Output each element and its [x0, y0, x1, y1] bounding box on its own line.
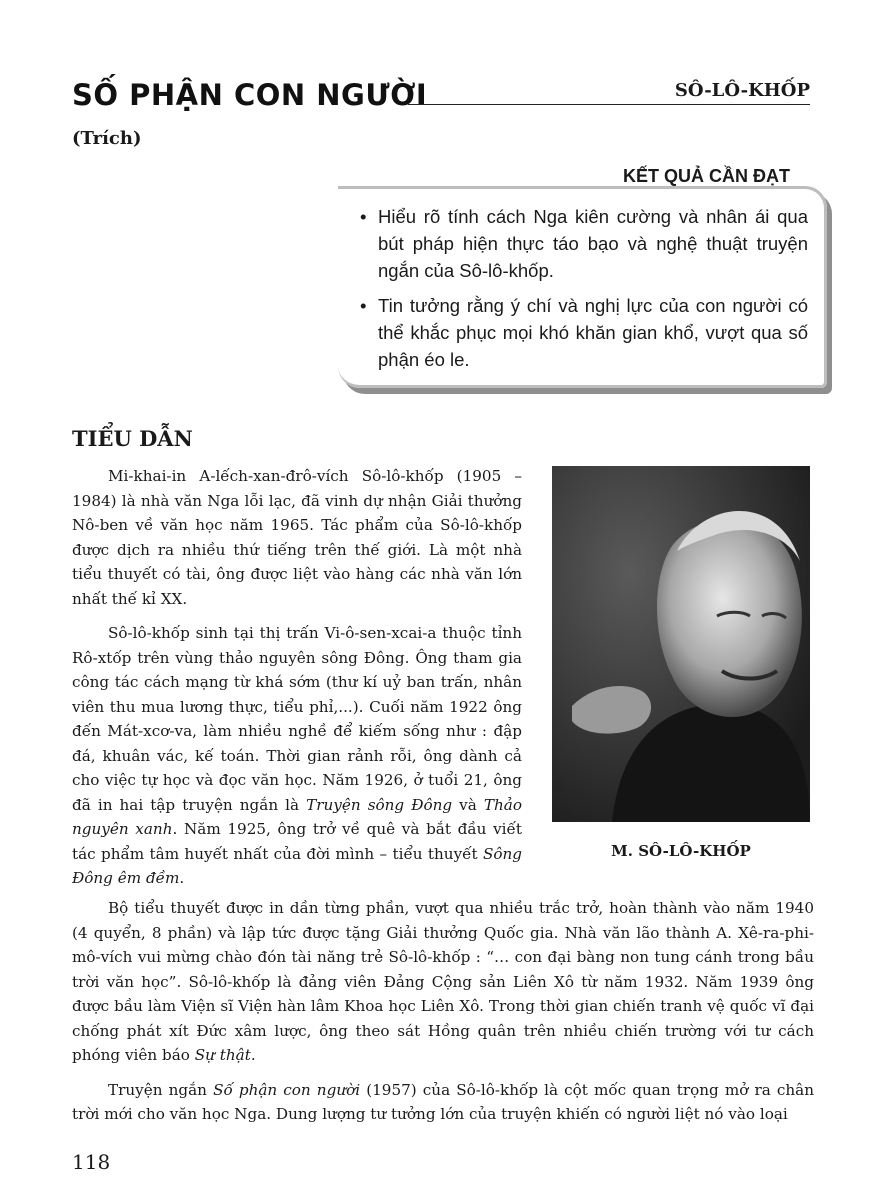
work-title: Sông Đông êm đềm [72, 844, 522, 887]
work-title: Truyện sông Đông [306, 795, 453, 814]
paragraph-4 [72, 1078, 814, 1127]
paragraph-1 [72, 464, 522, 611]
page-number: 118 [72, 1150, 111, 1174]
paragraph-text: Bộ tiểu thuyết được in dần từng phần, vượt qua nhiều trắc trở, hoàn thành vào năm 1940 (4 quyển, 8 phần) và lập tức được tặng Giải thưởng Quốc gia. Nhà văn lão thành A. Xê-ra-phi-mô-vích vui mừng chào đón tài năng trẻ Sô-lô-khốp : “… con đại bàng non tung cánh trong bầu trời văn học”. Sô-lô-khốp là đảng viên Đảng Cộng sản Liên Xô từ năm 1932. Năm 1939 ông được bầu làm Viện sĩ Viện hàn lâm Khoa học Liên Xô. Trong thời gian chiến tranh vệ quốc vĩ đại chống phát xít Đức xâm lược, ông theo sát Hồng quân trên nhiều chiến trường với tư cách phóng viên báo [72, 899, 814, 1064]
section-title: TIỂU DẪN [72, 426, 193, 451]
paragraph-text: Mi-khai-in A-lếch-xan-đrô-vích Sô-lô-khốp (1905 – 1984) là nhà văn Nga lỗi lạc, đã vinh dự nhận Giải thưởng Nô-ben về văn học năm 1965. Tác phẩm của Sô-lô-khốp được dịch ra nhiều thứ tiếng trên thế giới. Là một nhà tiểu thuyết có tài, ông được liệt vào hàng các nhà văn lớn nhất thế kỉ XX. [72, 467, 522, 608]
newspaper-title: Sự thật [194, 1046, 251, 1064]
intro-column [72, 464, 522, 901]
goals-list [360, 203, 808, 373]
goal-text: Tin tưởng rằng ý chí và nghị lực của con người có thể khắc phục mọi khó khăn gian khổ, vượt qua số phận éo le. [378, 295, 808, 370]
paragraph-text: (1957) của Sô-lô-khốp là cột mốc quan trọng mở ra chân trời mới cho văn học Nga. Dung lượng tư tưởng lớn của truyện khiến có người liệt nó vào loại [72, 1080, 814, 1123]
paragraph-3 [72, 896, 814, 1068]
paragraph-2 [72, 621, 522, 891]
goals-heading: KẾT QUẢ CẦN ĐẠT [623, 166, 790, 186]
paragraph-text: Truyện ngắn [108, 1080, 214, 1099]
work-title: Thảo nguyên xanh [72, 795, 522, 838]
chapter-title: SỐ PHẬN CON NGƯỜI [72, 78, 428, 112]
paragraph-text: . [250, 1046, 256, 1064]
goals-box [338, 186, 827, 388]
work-title: Số phận con người [213, 1080, 361, 1099]
paragraph-text: Sô-lô-khốp sinh tại thị trấn Vi-ô-sen-xcai-a thuộc tỉnh Rô-xtốp trên vùng thảo nguyên sông Đông. Ông tham gia công tác cách mạng từ khá sớm (thư kí uỷ ban trấn, nhân viên thu mua lương thực, tiểu phỉ,...). Cuối năm 1922 ông đến Mát-xcơ-va, làm nhiều nghề để kiếm sống như : đập đá, khuân vác, kế toán. Thời gian rảnh rỗi, ông dành cả cho việc tự học và đọc văn học. Năm 1926, ở tuổi 21, ông đã in hai tập truyện ngắn là [72, 624, 522, 814]
paragraph-text: . [179, 869, 185, 887]
goal-text: Hiểu rõ tính cách Nga kiên cường và nhân ái qua bút pháp hiện thực táo bạo và nghệ thuật truyện ngắn của Sô-lô-khốp. [378, 206, 808, 281]
goal-item [360, 203, 808, 284]
portrait-image [552, 466, 810, 822]
portrait-caption: M. SÔ-LÔ-KHỐP [611, 842, 751, 860]
bullet-icon: • [360, 206, 367, 227]
paragraph-text: . Năm 1925, ông trở về quê và bắt đầu viết tác phẩm tâm huyết nhất của đời mình – tiểu thuyết [72, 820, 522, 863]
paragraph-text: và [452, 795, 484, 814]
bullet-icon: • [360, 295, 367, 316]
subtitle: (Trích) [72, 128, 142, 149]
author-name: SÔ-LÔ-KHỐP [667, 80, 810, 101]
header-divider [408, 104, 810, 105]
author-portrait [552, 466, 810, 822]
goal-item [360, 292, 808, 373]
continuation-text [72, 896, 814, 1137]
